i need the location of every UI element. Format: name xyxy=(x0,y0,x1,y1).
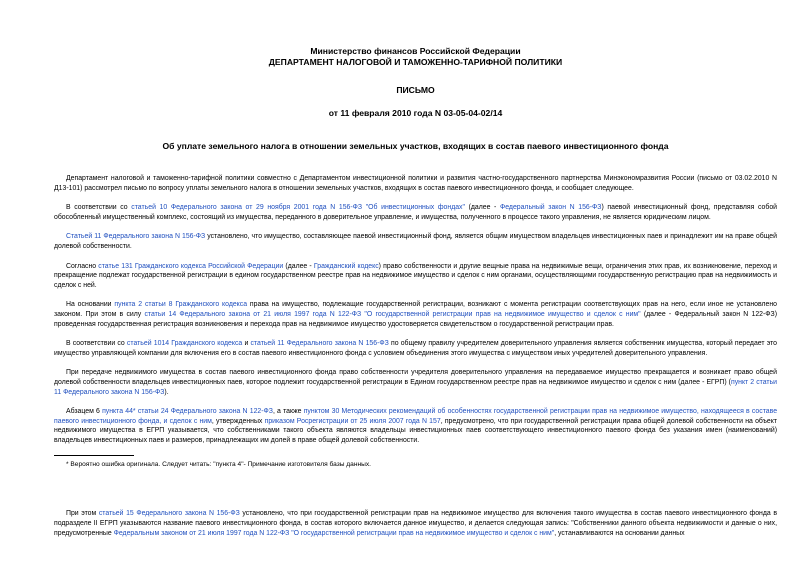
legal-reference-link[interactable]: Гражданский кодекс xyxy=(313,262,379,270)
legal-reference-link[interactable]: Федеральный закон N 156-ФЗ xyxy=(500,204,602,212)
document-date-number: от 11 февраля 2010 года N 03-05-04-02/14 xyxy=(328,108,503,118)
paragraph-text: На основании xyxy=(66,301,115,309)
legal-reference-link[interactable]: статьи 14 Федерального закона от 21 июля 1997 года N 122-ФЗ "О государственной регистрации прав на недвижимое имущество и сделок с ним" xyxy=(144,310,641,318)
paragraph-text: ) паевой инвестиционный фонд, представляя собой обособленный имущественный комплекс, состоящий из имущества, переданного в доверительное управление, и имущества, полученного в процессе такого управления, не является юридическим лицом. xyxy=(54,204,777,221)
body-paragraph xyxy=(54,407,777,445)
paragraph-text: Согласно xyxy=(66,262,99,270)
document-subject: Об уплате земельного налога в отношении земельных участков, входящих в состав паевого инвестиционного фонда xyxy=(162,141,669,151)
paragraph-text: Абзацем 6 xyxy=(66,408,103,416)
paragraph-text: установлено, что при государственной регистрации прав на недвижимое имущество для включения такого имущества в состав паевого инвестиционного фонда в подразделе II ЕГРП указываются название паевого инвестиционного фонда, в состав которого включается данное имущество, и делается следующая запись: "Собственники данного объекта недвижимости и данные о них, предусмотренные xyxy=(54,510,777,537)
legal-reference-link[interactable]: статьей 1014 Гражданского кодекса xyxy=(126,340,243,348)
continued-paragraph-container xyxy=(54,509,777,538)
legal-reference-link[interactable]: пункт 2 статьи 11 Федерального закона N 156-ФЗ xyxy=(54,378,777,396)
legal-reference-link[interactable]: статьей 10 Федерального закона от 29 ноября 2001 года N 156-ФЗ "Об инвестиционных фондах" xyxy=(131,204,465,212)
body-paragraph xyxy=(54,174,777,193)
body-paragraph xyxy=(54,203,777,222)
paragraph-text: В соответствии со xyxy=(66,340,127,348)
body-paragraph xyxy=(54,232,777,251)
legal-reference-link[interactable]: статьей 15 Федерального закона N 156-ФЗ xyxy=(98,510,240,518)
body-paragraph xyxy=(54,300,777,329)
legal-reference-link[interactable]: пунктом 30 Методических рекомендаций об особенностях государственной регистрации прав на недвижимое имущество, находящееся в составе паевого инвестиционного фонда, и сделок с ним xyxy=(54,408,778,425)
continued-paragraph xyxy=(54,509,777,538)
document-header xyxy=(54,46,777,119)
paragraph-text: Департамент налоговой и таможенно-тарифной политики совместно с Департаментом инвестиционной политики и развития частно-государственного партнерства Минэкономразвития России (письмо от 03.02.2010 N Д13-101) рассмотрел письмо по вопросу уплаты земельного налога в отношении земельных участков, входящих в состав паевого инвестиционного фонда, и сообщает следующее. xyxy=(54,175,777,192)
paragraph-text: по общему правилу учредителем доверительного управления является собственник имущества, который передает это имущество управляющей компании для включения его в состав паевого инвестиционного фонда с условием объединения этого имущества с имуществом иных учредителей доверительного управления. xyxy=(54,340,777,357)
paragraph-text: установлено, что имущество, составляющее паевой инвестиционный фонд, является общим имуществом владельцев инвестиционных паев и принадлежит им на праве общей долевой собственности. xyxy=(54,233,777,250)
ministry-name: Министерство финансов Российской Федерации xyxy=(310,46,521,56)
paragraph-text: (далее - xyxy=(464,204,500,212)
legal-reference-link[interactable]: Статьей 11 Федерального закона N 156-ФЗ xyxy=(66,233,206,241)
body-paragraph xyxy=(54,339,777,358)
body-paragraph xyxy=(54,368,777,397)
footnote-divider xyxy=(54,455,134,456)
legal-reference-link[interactable]: Федеральным законом от 21 июля 1997 года N 122-ФЗ "О государственной регистрации прав на недвижимое имущество и сделок с ним" xyxy=(113,529,555,537)
legal-reference-link[interactable]: пункта 44* статьи 24 Федерального закона N 122-ФЗ xyxy=(102,408,273,416)
legal-reference-link[interactable]: статье 131 Гражданского кодекса Российской Федерации xyxy=(98,262,284,270)
paragraph-text: , предусмотрено, что при государственной регистрации права общей долевой собственности на объект недвижимого имущества в ЕГРП указывается, что собственниками такого объекта являются владельцы инвестиционных паев соответствующего инвестиционного паевого фонда без указания имен (наименований) владельцев инвестиционных паев и размеров, принадлежащих им долей в праве общей долевой собственности. xyxy=(54,417,777,444)
legal-reference-link[interactable]: пункта 2 статьи 8 Гражданского кодекса xyxy=(114,301,248,309)
paragraph-text: (далее - xyxy=(283,262,314,270)
document-body xyxy=(54,174,777,445)
body-paragraph xyxy=(54,262,777,291)
footnote: * Вероятно ошибка оригинала. Следует читать: "пункта 4"- Примечание изготовителя базы данных. xyxy=(66,461,371,469)
legal-reference-link[interactable]: статьей 11 Федерального закона N 156-ФЗ xyxy=(250,340,389,348)
paragraph-text: При передаче недвижимого имущества в состав паевого инвестиционного фонда право собственности учредителя доверительного управления на передаваемое имущество прекращается и возникает право общей долевой собственности владельцев инвестиционных паев, которое подлежит государственной регистрации в Едином государственном реестре прав на недвижимое имущество и сделок с ним (далее - ЕГРП) ( xyxy=(54,369,777,386)
paragraph-text: , утвержденных xyxy=(211,417,265,425)
paragraph-text: , устанавливаются на основании данных xyxy=(554,529,685,537)
paragraph-text: ) право собственности и другие вещные права на недвижимые вещи, ограничения этих прав, их возникновение, переход и прекращение подлежат государственной регистрации в едином государственном реестре прав на недвижимое имущество и сделок с ним органами, осуществляющими государственную регистрацию прав на недвижимость и сделок с ней. xyxy=(54,262,777,289)
paragraph-text: ). xyxy=(164,388,169,396)
paragraph-text: (далее - Федеральный закон N 122-ФЗ) проведенная государственная регистрация возникновения и перехода прав на недвижимое имущество удостоверяется свидетельством о государственной регистрации прав. xyxy=(54,310,777,328)
legal-reference-link[interactable]: приказом Росрегистрации от 25 июля 2007 года N 157 xyxy=(264,417,441,425)
paragraph-text: , а также xyxy=(272,408,304,416)
paragraph-text: В соответствии со xyxy=(66,204,132,212)
paragraph-text: При этом xyxy=(66,510,99,518)
department-name: ДЕПАРТАМЕНТ НАЛОГОВОЙ И ТАМОЖЕННО-ТАРИФНОЙ ПОЛИТИКИ xyxy=(268,57,563,67)
paragraph-text: и xyxy=(242,340,251,348)
paragraph-text: права на имущество, подлежащие государственной регистрации, возникают с момента регистрации соответствующих прав на него, если иное не установлено законом. При этом в силу xyxy=(54,301,777,318)
document-type: ПИСЬМО xyxy=(396,85,435,95)
